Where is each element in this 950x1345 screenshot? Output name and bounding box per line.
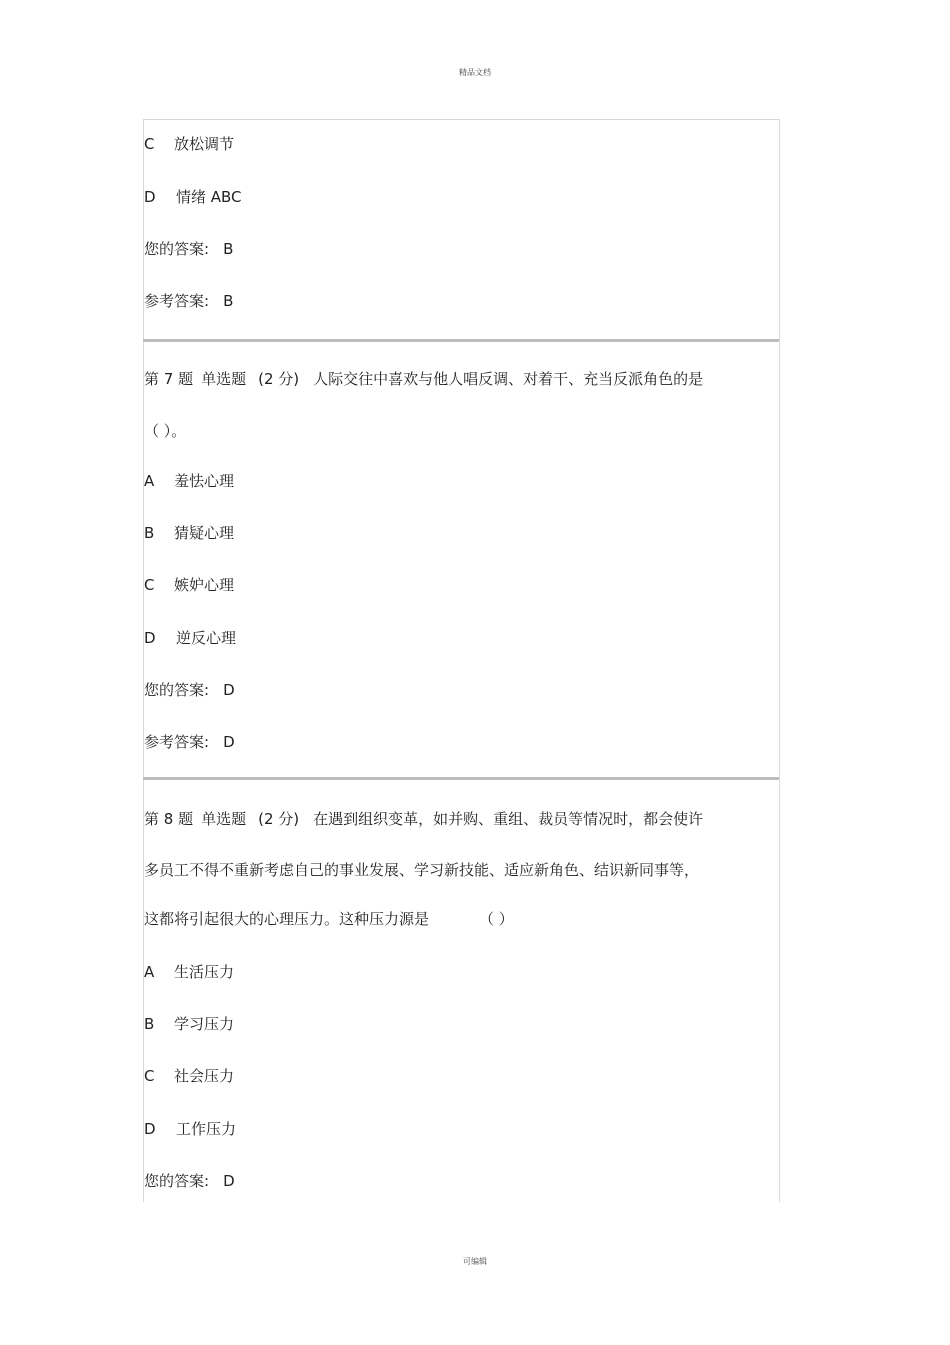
q7-option-d[interactable]	[144, 628, 236, 648]
q8-stem-line2: 多员工不得不重新考虑自己的事业发展、学习新技能、适应新角色、结识新同事等，	[144, 861, 700, 879]
prev-option-d[interactable]	[144, 187, 242, 207]
q8-option-d[interactable]	[144, 1119, 236, 1139]
option-text: 工作压力	[176, 1120, 237, 1138]
option-letter: C	[144, 135, 155, 153]
option-text: 嫉妒心理	[174, 576, 235, 594]
question-type: 单选题	[201, 810, 247, 828]
q8-option-a[interactable]	[144, 962, 234, 982]
question-score: (2 分)	[258, 370, 300, 388]
option-letter: D	[144, 629, 156, 647]
ref-answer-label: 参考答案:	[144, 733, 210, 751]
q8-option-b[interactable]	[144, 1014, 234, 1034]
option-letter: C	[144, 576, 155, 594]
option-letter: D	[144, 188, 156, 206]
q8-your-answer	[144, 1171, 235, 1191]
q7-option-a[interactable]	[144, 471, 234, 491]
q8-stem-line3	[144, 909, 514, 929]
ref-answer-value: D	[223, 733, 235, 751]
page-footer: 可编辑	[463, 1257, 487, 1266]
option-text: 逆反心理	[176, 629, 237, 647]
q7-stem-continued: （ ）。	[144, 422, 187, 440]
q8-header	[144, 809, 703, 829]
option-letter: A	[144, 472, 155, 490]
option-text: 生活压力	[174, 963, 235, 981]
question-divider	[143, 339, 779, 342]
option-text: 放松调节	[174, 135, 235, 153]
question-number: 第 8 题	[144, 810, 194, 828]
question-score: (2 分)	[258, 810, 300, 828]
option-text: 情绪 ABC	[176, 188, 242, 206]
page-header: 精品文档	[459, 68, 491, 77]
option-letter: C	[144, 1067, 155, 1085]
ref-answer-value: B	[223, 292, 234, 310]
question-number: 第 7 题	[144, 370, 194, 388]
q7-your-answer	[144, 680, 235, 700]
q7-ref-answer	[144, 732, 235, 752]
your-answer-label: 您的答案:	[144, 1172, 210, 1190]
question-stem-end: 这都将引起很大的心理压力。这种压力源是	[144, 910, 430, 928]
your-answer-label: 您的答案:	[144, 681, 210, 699]
q7-header	[144, 369, 703, 389]
option-text: 猜疑心理	[174, 524, 235, 542]
option-letter: A	[144, 963, 155, 981]
q8-option-c[interactable]	[144, 1066, 234, 1086]
option-letter: B	[144, 1015, 155, 1033]
your-answer-label: 您的答案:	[144, 240, 210, 258]
your-answer-value: B	[223, 240, 234, 258]
option-text: 学习压力	[174, 1015, 235, 1033]
option-text: 社会压力	[174, 1067, 235, 1085]
your-answer-value: D	[223, 1172, 235, 1190]
option-letter: B	[144, 524, 155, 542]
q7-option-b[interactable]	[144, 523, 234, 543]
question-divider	[143, 777, 779, 780]
prev-ref-answer	[144, 291, 233, 311]
answer-blank: （ ）	[479, 910, 514, 928]
option-text: 羞怯心理	[174, 472, 235, 490]
question-stem: 人际交往中喜欢与他人唱反调、对着干、充当反派角色的是	[313, 370, 704, 388]
question-stem: 在遇到组织变革，如并购、重组、裁员等情况时，都会使许	[313, 810, 704, 828]
question-frame	[143, 119, 780, 1202]
ref-answer-label: 参考答案:	[144, 292, 210, 310]
question-type: 单选题	[201, 370, 247, 388]
option-letter: D	[144, 1120, 156, 1138]
your-answer-value: D	[223, 681, 235, 699]
prev-your-answer	[144, 239, 233, 259]
q7-option-c[interactable]	[144, 575, 234, 595]
prev-option-c[interactable]	[144, 134, 234, 154]
